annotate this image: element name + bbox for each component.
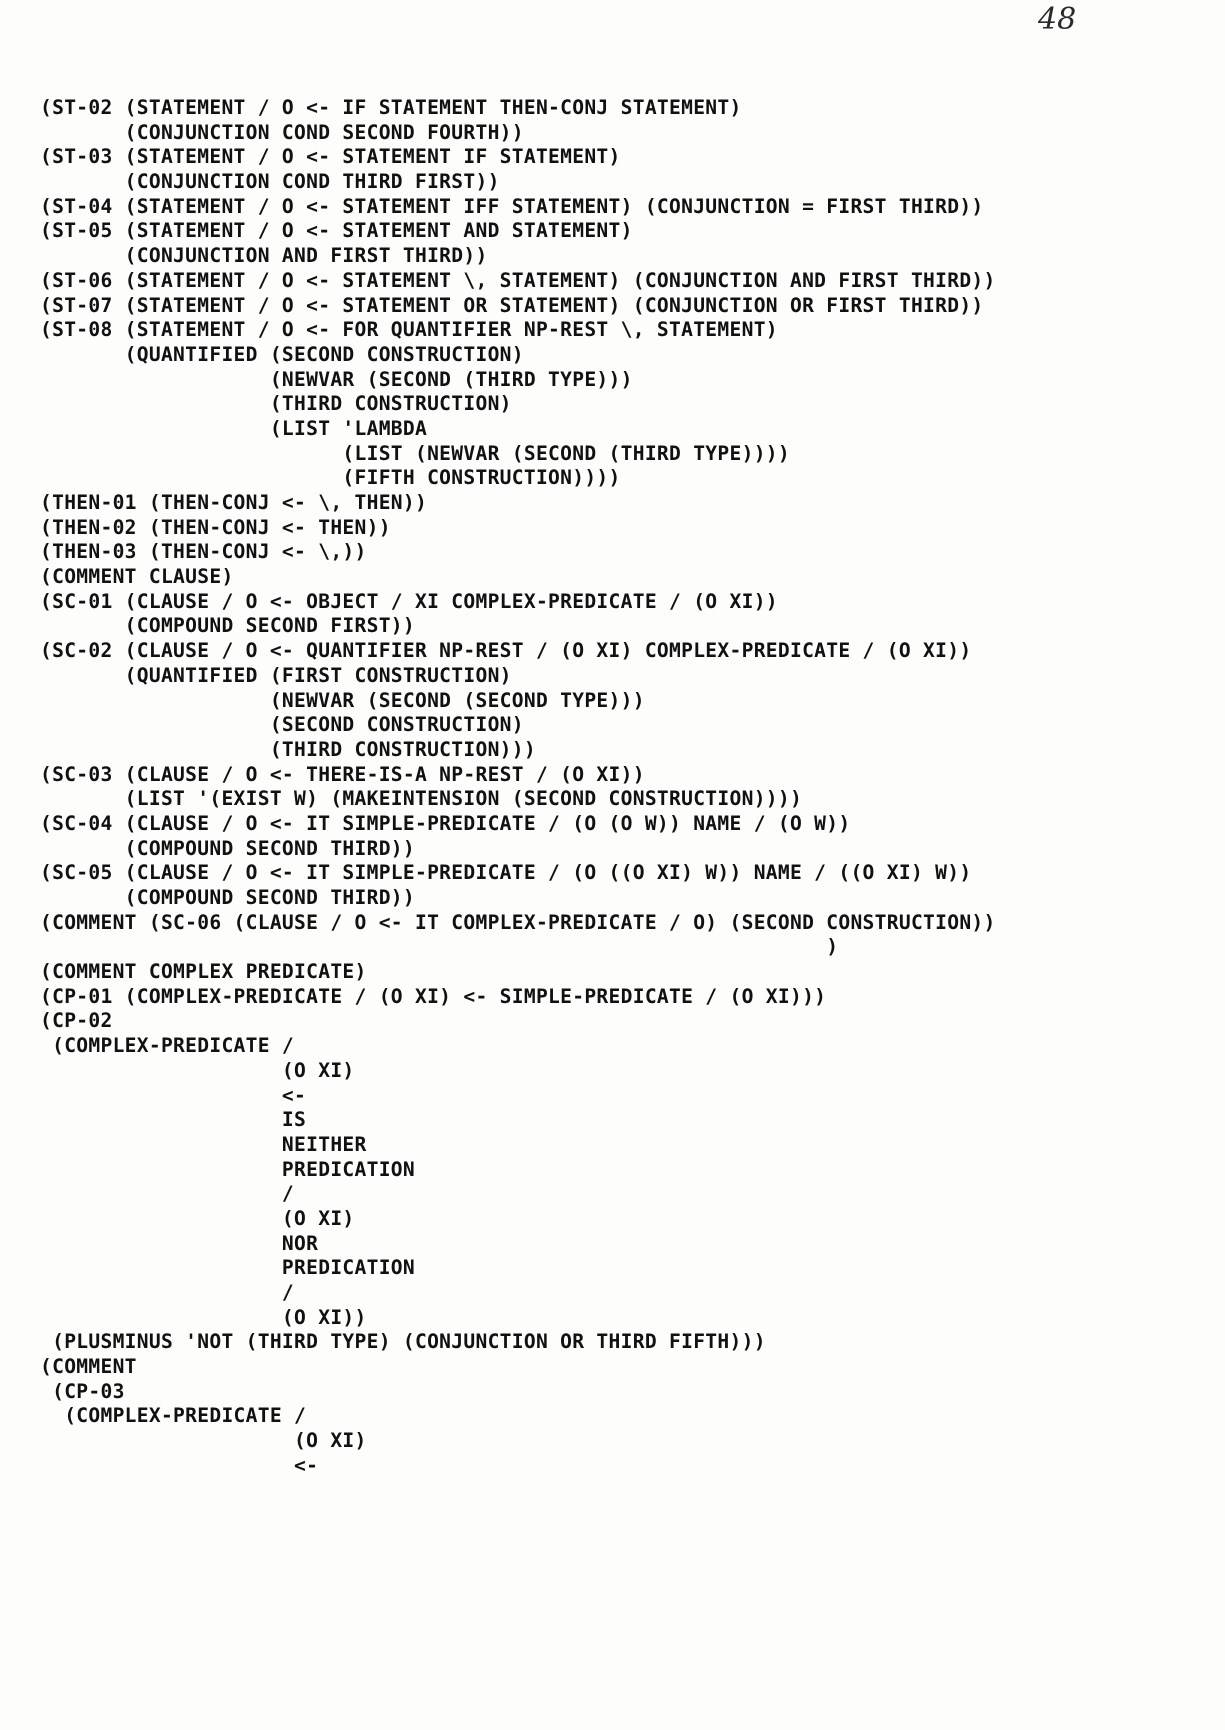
code-line: (SC-03 (CLAUSE / O <- THERE-IS-A NP-REST / (O XI)) [40, 762, 645, 786]
code-line: <- [40, 1453, 319, 1477]
code-line: (ST-04 (STATEMENT / O <- STATEMENT IFF STATEMENT) (CONJUNCTION = FIRST THIRD)) [40, 194, 984, 218]
code-line: (COMPLEX-PREDICATE / [40, 1034, 295, 1058]
code-listing [40, 96, 996, 1479]
code-line: (O XI)) [40, 1305, 367, 1329]
code-line: / [40, 1182, 295, 1206]
code-line: (COMPOUND SECOND THIRD)) [40, 886, 415, 909]
code-line: NEITHER [40, 1132, 367, 1156]
code-line: (ST-08 (STATEMENT / O <- FOR QUANTIFIER NP-REST \, STATEMENT) [40, 318, 778, 342]
code-line: (QUANTIFIED (SECOND CONSTRUCTION) [40, 342, 524, 366]
code-line: PREDICATION [40, 1256, 415, 1280]
code-line: (FIFTH CONSTRUCTION)))) [40, 466, 621, 490]
code-line: (THEN-01 (THEN-CONJ <- \, THEN)) [40, 491, 428, 514]
code-line: (COMMENT CLAUSE) [40, 565, 234, 589]
code-line: (ST-06 (STATEMENT / O <- STATEMENT \, STATEMENT) (CONJUNCTION AND FIRST THIRD)) [40, 268, 996, 292]
code-line: IS [40, 1108, 307, 1132]
code-line: (COMPLEX-PREDICATE / [40, 1404, 307, 1428]
code-line: (CONJUNCTION AND FIRST THIRD)) [40, 244, 488, 268]
code-line: (SECOND CONSTRUCTION) [40, 713, 524, 737]
code-line: (CONJUNCTION COND THIRD FIRST)) [40, 170, 500, 194]
code-line: (SC-04 (CLAUSE / O <- IT SIMPLE-PREDICATE / (O (O W)) NAME / (O W)) [40, 811, 851, 835]
code-line: (COMMENT [40, 1355, 137, 1379]
code-line: (O XI) [40, 1058, 355, 1082]
code-line: (CP-02 [40, 1009, 113, 1033]
code-line: (THEN-03 (THEN-CONJ <- \,)) [40, 540, 367, 564]
code-line: PREDICATION [40, 1157, 415, 1181]
code-line: ) [40, 935, 839, 959]
code-line: (LIST '(EXIST W) (MAKEINTENSION (SECOND CONSTRUCTION)))) [40, 787, 803, 811]
code-line: (COMMENT COMPLEX PREDICATE) [40, 960, 367, 984]
code-line: (COMPOUND SECOND THIRD)) [40, 836, 415, 860]
code-line: (NEWVAR (SECOND (SECOND TYPE))) [40, 688, 645, 712]
page-number: 48 [1038, 2, 1077, 37]
code-line: (CP-01 (COMPLEX-PREDICATE / (O XI) <- SIMPLE-PREDICATE / (O XI))) [40, 984, 827, 1008]
code-line: (ST-03 (STATEMENT / O <- STATEMENT IF STATEMENT) [40, 145, 621, 169]
code-line: (CP-03 [40, 1379, 125, 1403]
code-line: (QUANTIFIED (FIRST CONSTRUCTION) [40, 663, 512, 687]
code-line: (SC-02 (CLAUSE / O <- QUANTIFIER NP-REST / (O XI) COMPLEX-PREDICATE / (O XI)) [40, 639, 972, 663]
code-line: (LIST (NEWVAR (SECOND (THIRD TYPE)))) [40, 441, 790, 465]
code-line: (SC-01 (CLAUSE / O <- OBJECT / XI COMPLEX-PREDICATE / (O XI)) [40, 589, 778, 613]
code-line: (PLUSMINUS 'NOT (THIRD TYPE) (CONJUNCTION OR THIRD FIFTH))) [40, 1330, 766, 1354]
code-line: (NEWVAR (SECOND (THIRD TYPE))) [40, 367, 633, 391]
code-line: (THIRD CONSTRUCTION))) [40, 737, 536, 761]
code-line: NOR [40, 1231, 319, 1255]
code-line: <- [40, 1083, 307, 1107]
code-line: (O XI) [40, 1206, 355, 1230]
code-line: (COMMENT (SC-06 (CLAUSE / O <- IT COMPLEX-PREDICATE / O) (SECOND CONSTRUCTION)) [40, 910, 996, 934]
code-line: (ST-07 (STATEMENT / O <- STATEMENT OR STATEMENT) (CONJUNCTION OR FIRST THIRD)) [40, 293, 984, 317]
code-line: (CONJUNCTION COND SECOND FOURTH)) [40, 120, 524, 144]
code-line: (THIRD CONSTRUCTION) [40, 392, 512, 416]
code-line: (THEN-02 (THEN-CONJ <- THEN)) [40, 515, 391, 539]
code-line: (COMPOUND SECOND FIRST)) [40, 614, 415, 638]
code-line: (ST-02 (STATEMENT / O <- IF STATEMENT THEN-CONJ STATEMENT) [40, 96, 742, 119]
code-line: (LIST 'LAMBDA [40, 416, 428, 440]
code-line: / [40, 1281, 295, 1304]
code-line: (ST-05 (STATEMENT / O <- STATEMENT AND STATEMENT) [40, 219, 633, 243]
code-line: (O XI) [40, 1429, 367, 1453]
code-line: (SC-05 (CLAUSE / O <- IT SIMPLE-PREDICATE / (O ((O XI) W)) NAME / ((O XI) W)) [40, 861, 972, 885]
